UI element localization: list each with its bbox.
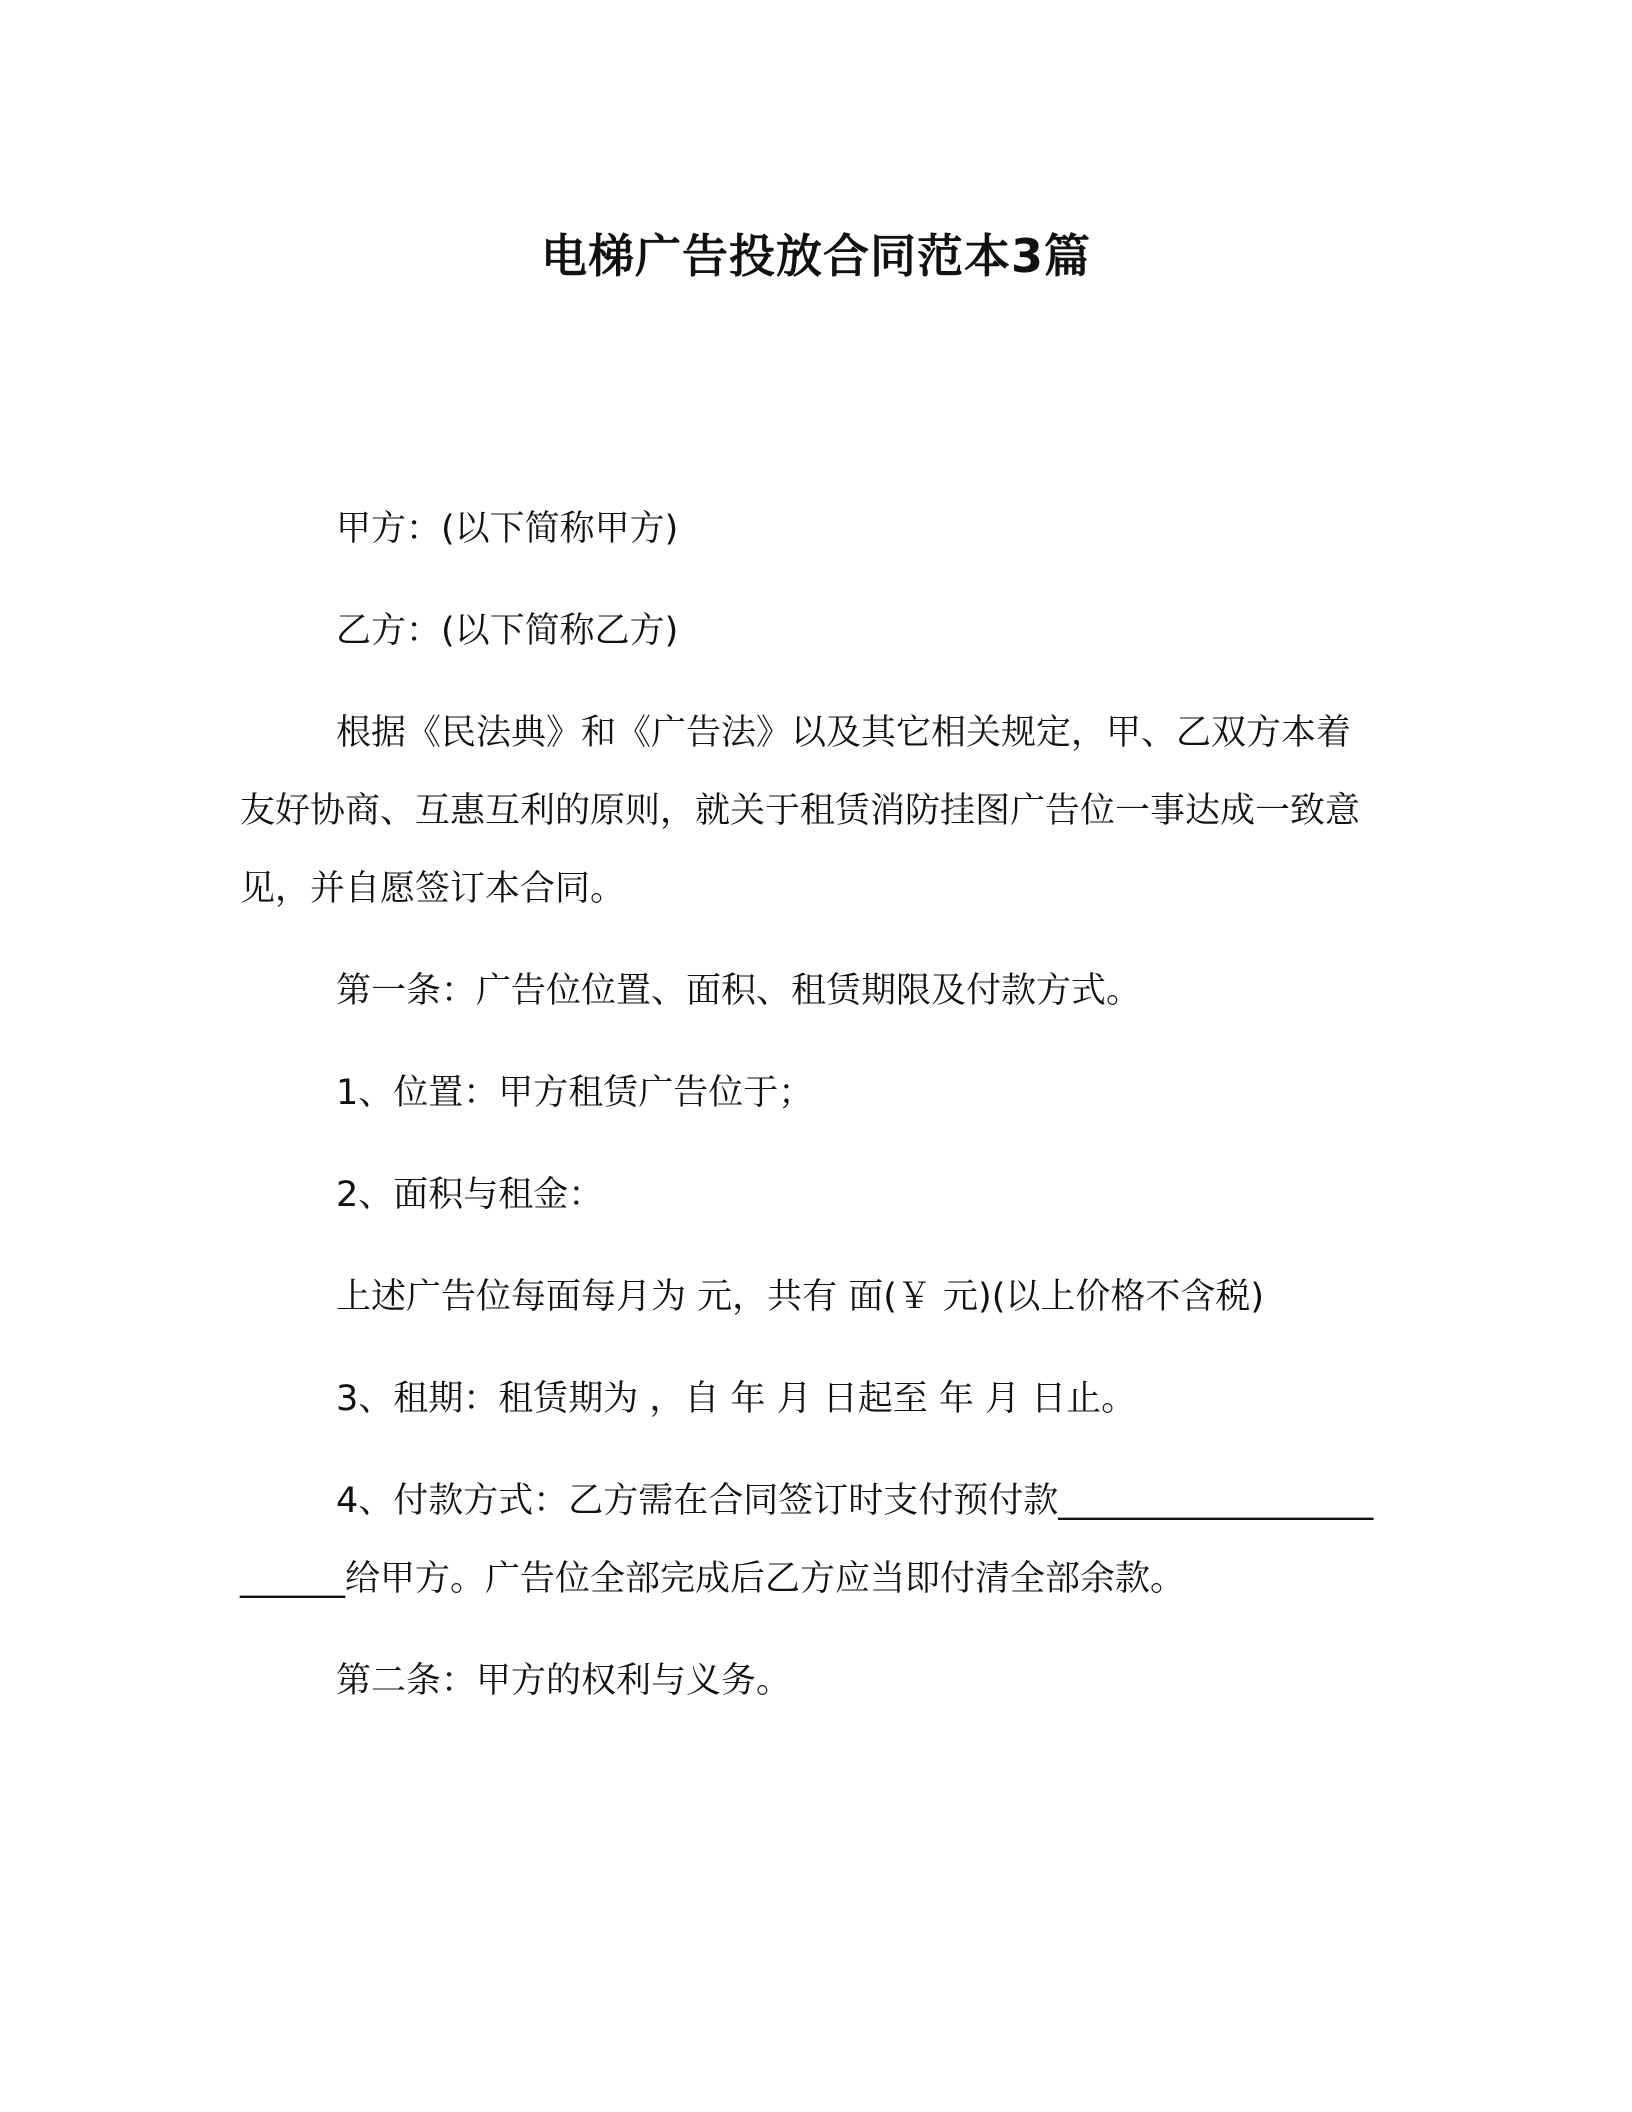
preamble-paragraph: 根据《民法典》和《广告法》以及其它相关规定，甲、乙双方本着友好协商、互惠互利的原则，就关于租赁消防挂图广告位一事达成一致意见，并自愿签订本合同。 bbox=[240, 713, 1361, 909]
party-a-line: 甲方：(以下简称甲方) bbox=[336, 509, 679, 549]
clause-term: 3、租期：租赁期为 ，自 年 月 日起至 年 月 日止。 bbox=[336, 1379, 1137, 1419]
party-b-line: 乙方：(以下简称乙方) bbox=[336, 611, 679, 651]
rent-details: 上述广告位每面每月为 元，共有 面(￥ 元)(以上价格不含税) bbox=[336, 1277, 1264, 1317]
document-title: 电梯广告投放合同范本3篇 bbox=[540, 229, 1091, 283]
clause-area-rent: 2、面积与租金： bbox=[336, 1175, 604, 1215]
article-1-heading: 第一条：广告位位置、面积、租赁期限及付款方式。 bbox=[336, 971, 1142, 1011]
clause-payment: 4、付款方式：乙方需在合同签订时支付预付款________________________给甲方。广告位全部完成后乙方应当即付清全部余款。 bbox=[240, 1481, 1374, 1599]
document-body bbox=[240, 490, 1380, 1744]
clause-location: 1、位置：甲方租赁广告位于； bbox=[336, 1073, 814, 1113]
article-2-heading: 第二条：甲方的权利与义务。 bbox=[336, 1661, 792, 1701]
